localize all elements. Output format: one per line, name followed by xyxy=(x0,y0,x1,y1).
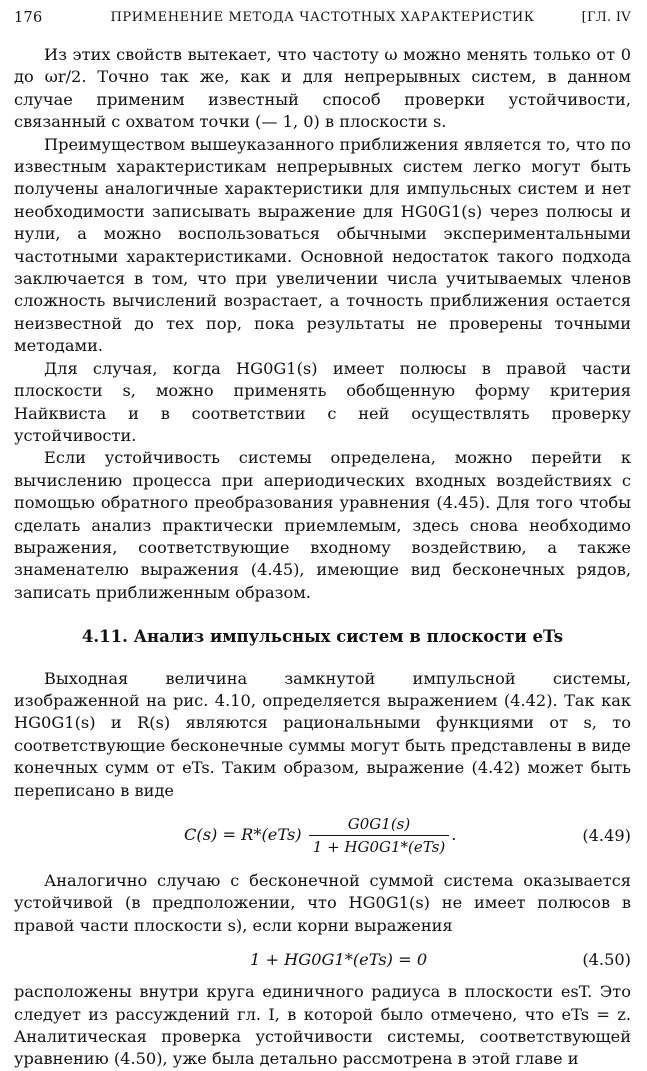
chapter-marker: [ГЛ. IV xyxy=(581,10,631,25)
paragraph-4: Если устойчивость системы определена, можно перейти к вычислению процесса при апериодических входных воздействиях с помощью обратного преобразования уравнения (4.45). Для того чтобы сделать анализ практически приемлемым, здесь снова необходимо выражения, соответствующие входному воздействию, а также знаменателю выражения (4.45), имеющие вид бесконечных рядов, записать приближенным образом. xyxy=(14,448,631,602)
equation-4-49-numerator: G0G1(s) xyxy=(309,814,449,836)
equation-number-4-49: (4.49) xyxy=(582,826,631,845)
paragraph-1: Из этих свойств вытекает, что частоту ω можно менять только от 0 до ωr/2. Точно так же, как и для непрерывных систем, в данном случае применим известный способ проверки устойчивости, связанный с охватом точки (— 1, 0) в плоскости s. xyxy=(14,45,631,132)
equation-number-4-50: (4.50) xyxy=(582,950,631,970)
equation-4-50-body: 1 + HG0G1*(eTs) = 0 xyxy=(250,950,428,970)
running-title: ПРИМЕНЕНИЕ МЕТОДА ЧАСТОТНЫХ ХАРАКТЕРИСТИК xyxy=(110,10,535,25)
equation-4-49 xyxy=(14,808,631,866)
paragraph-2: Преимуществом вышеуказанного приближения является то, что по известным характеристикам непрерывных систем легко могут быть получены аналогичные характеристики для импульсных систем и нет необходимости записывать выражение для HG0G1(s) через полюсы и нули, а можно воспользоваться обычными экспериментальными частотными характеристиками. Основной недостаток такого подхода заключается в том, что при увеличении числа учитываемых членов сложность вычислений возрастает, а точность приближения остается неизвестной до тех пор, пока результаты не проверены точными методами. xyxy=(14,134,631,356)
equation-4-49-denominator: 1 + HG0G1*(eTs) xyxy=(312,838,446,856)
equation-4-49-fraction xyxy=(309,814,449,857)
running-header xyxy=(14,10,631,32)
paragraph-5: Выходная величина замкнутой импульсной системы, изображенной на рис. 4.10, определяется выражением (4.42). Так как HG0G1(s) и R(s) являются рациональными функциями от s, то соответствующие бесконечные суммы могут быть представлены в виде конечных сумм от eTs. Таким образом, выражение (4.42) может быть переписано в виде xyxy=(14,668,631,800)
equation-4-49-tail: . xyxy=(451,825,457,844)
page-number: 176 xyxy=(14,10,43,26)
paragraph-6: Аналогично случаю с бесконечной суммой система оказывается устойчивой (в предположении, что HG0G1(s) не имеет полюсов в правой части плоскости s), если корни выражения xyxy=(14,871,631,935)
paragraph-3: Для случая, когда HG0G1(s) имеет полюсы в правой части плоскости s, можно применять обобщенную форму критерия Найквиста и в соответствии с ней осуществлять проверку устойчивости. xyxy=(14,358,631,445)
equation-4-49-body xyxy=(184,814,456,857)
section-title: 4.11. Анализ импульсных систем в плоскости eTs xyxy=(81,627,564,647)
page-body xyxy=(14,44,631,1071)
equation-4-49-lhs: C(s) = R*(eTs) xyxy=(184,825,302,844)
paragraph-7: расположены внутри круга единичного радиуса в плоскости esT. Это следует из рассуждений гл. I, в которой было отмечено, что eTs = z. Аналитическая проверка устойчивости системы, соответствующей уравнению (4.50), уже была детально рассмотрена в этой главе и xyxy=(14,982,631,1069)
equation-4-50 xyxy=(14,941,631,981)
